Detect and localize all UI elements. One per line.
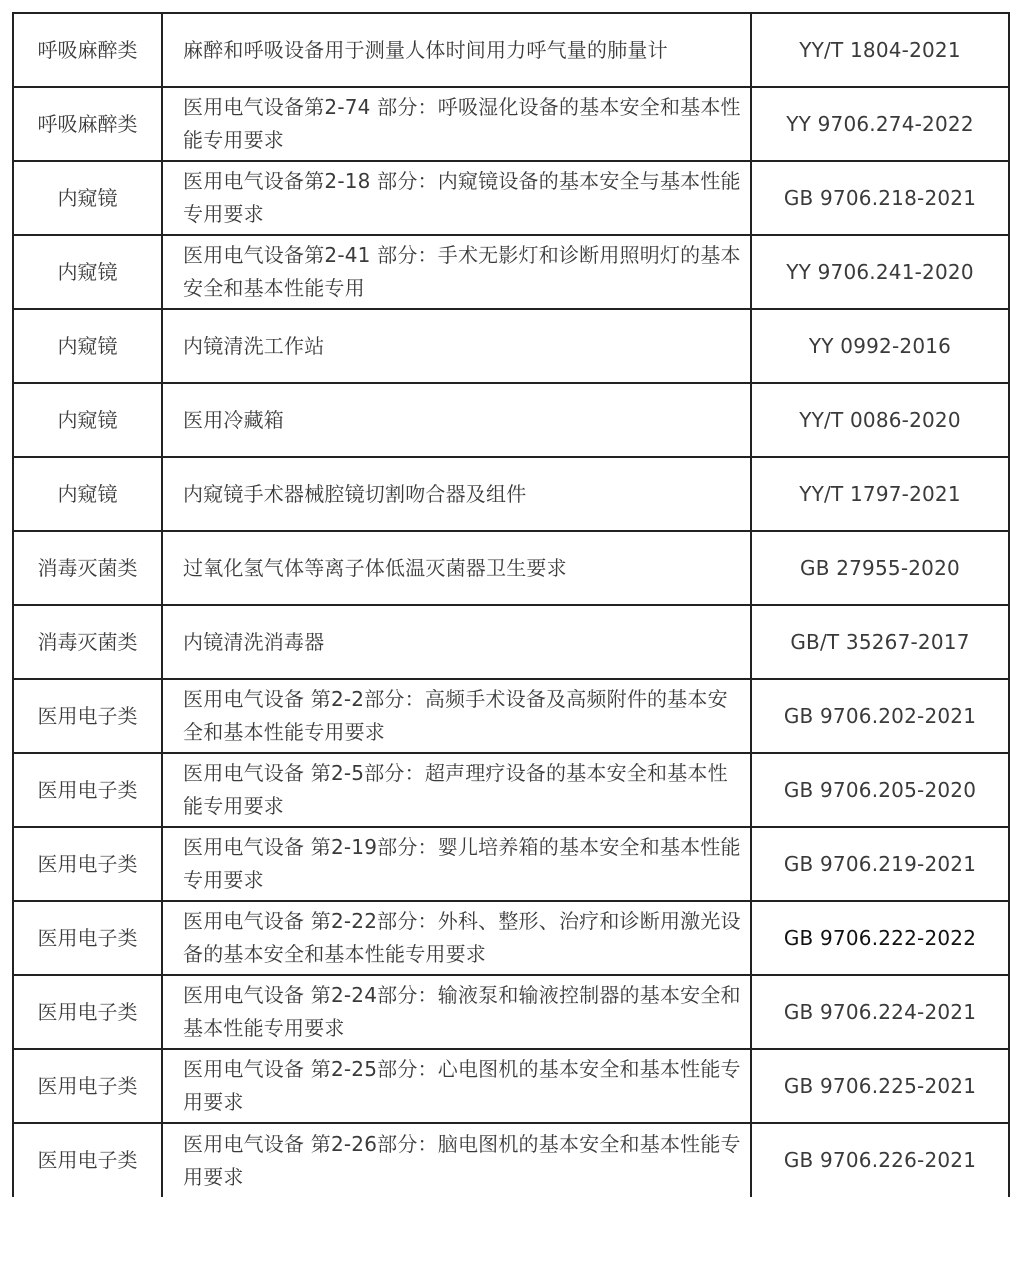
standard-name-cell: 麻醉和呼吸设备用于测量人体时间用力呼气量的肺量计: [162, 13, 751, 87]
standard-code-cell: YY 0992-2016: [751, 309, 1009, 383]
category-cell: 医用电子类: [13, 901, 162, 975]
category-cell: 医用电子类: [13, 1123, 162, 1197]
standard-name-cell: 内窥镜手术器械腔镜切割吻合器及组件: [162, 457, 751, 531]
standard-code-cell: GB 9706.222-2022: [751, 901, 1009, 975]
standard-name-cell: 医用电气设备第2-18 部分：内窥镜设备的基本安全与基本性能专用要求: [162, 161, 751, 235]
standard-code-cell: YY 9706.241-2020: [751, 235, 1009, 309]
standard-code-cell: GB 27955-2020: [751, 531, 1009, 605]
table-row: [13, 531, 1009, 605]
table-row: [13, 457, 1009, 531]
table-row: [13, 1123, 1009, 1197]
standard-code-cell: YY 9706.274-2022: [751, 87, 1009, 161]
table-row: [13, 161, 1009, 235]
table-row: [13, 383, 1009, 457]
category-cell: 内窥镜: [13, 457, 162, 531]
category-cell: 消毒灭菌类: [13, 605, 162, 679]
standard-name-cell: 内镜清洗工作站: [162, 309, 751, 383]
category-cell: 医用电子类: [13, 1049, 162, 1123]
standard-name-cell: 医用电气设备 第2-2部分：高频手术设备及高频附件的基本安全和基本性能专用要求: [162, 679, 751, 753]
table-row: [13, 753, 1009, 827]
category-cell: 呼吸麻醉类: [13, 87, 162, 161]
standard-name-cell: 医用电气设备 第2-22部分：外科、整形、治疗和诊断用激光设备的基本安全和基本性能专用要求: [162, 901, 751, 975]
category-cell: 医用电子类: [13, 827, 162, 901]
table-row: [13, 309, 1009, 383]
standard-code-cell: GB 9706.218-2021: [751, 161, 1009, 235]
standard-code-cell: GB 9706.225-2021: [751, 1049, 1009, 1123]
standard-name-cell: 医用电气设备 第2-26部分：脑电图机的基本安全和基本性能专用要求: [162, 1123, 751, 1197]
standard-code-cell: GB 9706.205-2020: [751, 753, 1009, 827]
standard-name-cell: 医用电气设备第2-41 部分：手术无影灯和诊断用照明灯的基本安全和基本性能专用: [162, 235, 751, 309]
category-cell: 内窥镜: [13, 161, 162, 235]
table-row: [13, 827, 1009, 901]
standard-name-cell: 内镜清洗消毒器: [162, 605, 751, 679]
standard-name-cell: 医用电气设备 第2-25部分：心电图机的基本安全和基本性能专用要求: [162, 1049, 751, 1123]
table-row: [13, 679, 1009, 753]
table-row: [13, 901, 1009, 975]
category-cell: 医用电子类: [13, 975, 162, 1049]
category-cell: 呼吸麻醉类: [13, 13, 162, 87]
standard-name-cell: 过氧化氢气体等离子体低温灭菌器卫生要求: [162, 531, 751, 605]
table-row: [13, 13, 1009, 87]
standard-code-cell: GB 9706.226-2021: [751, 1123, 1009, 1197]
standard-name-cell: 医用冷藏箱: [162, 383, 751, 457]
category-cell: 医用电子类: [13, 679, 162, 753]
standard-code-cell: GB/T 35267-2017: [751, 605, 1009, 679]
table-row: [13, 87, 1009, 161]
standard-code-cell: YY/T 0086-2020: [751, 383, 1009, 457]
table-row: [13, 975, 1009, 1049]
table-row: [13, 605, 1009, 679]
category-cell: 内窥镜: [13, 309, 162, 383]
category-cell: 内窥镜: [13, 383, 162, 457]
standard-name-cell: 医用电气设备第2-74 部分：呼吸湿化设备的基本安全和基本性能专用要求: [162, 87, 751, 161]
standard-name-cell: 医用电气设备 第2-24部分：输液泵和输液控制器的基本安全和基本性能专用要求: [162, 975, 751, 1049]
table-row: [13, 1049, 1009, 1123]
standard-code-cell: GB 9706.224-2021: [751, 975, 1009, 1049]
standard-name-cell: 医用电气设备 第2-5部分：超声理疗设备的基本安全和基本性能专用要求: [162, 753, 751, 827]
standard-name-cell: 医用电气设备 第2-19部分：婴儿培养箱的基本安全和基本性能专用要求: [162, 827, 751, 901]
category-cell: 医用电子类: [13, 753, 162, 827]
standard-code-cell: GB 9706.219-2021: [751, 827, 1009, 901]
standards-table: [12, 12, 1010, 1197]
standard-code-cell: YY/T 1804-2021: [751, 13, 1009, 87]
standard-code-cell: YY/T 1797-2021: [751, 457, 1009, 531]
category-cell: 消毒灭菌类: [13, 531, 162, 605]
table-row: [13, 235, 1009, 309]
category-cell: 内窥镜: [13, 235, 162, 309]
standard-code-cell: GB 9706.202-2021: [751, 679, 1009, 753]
